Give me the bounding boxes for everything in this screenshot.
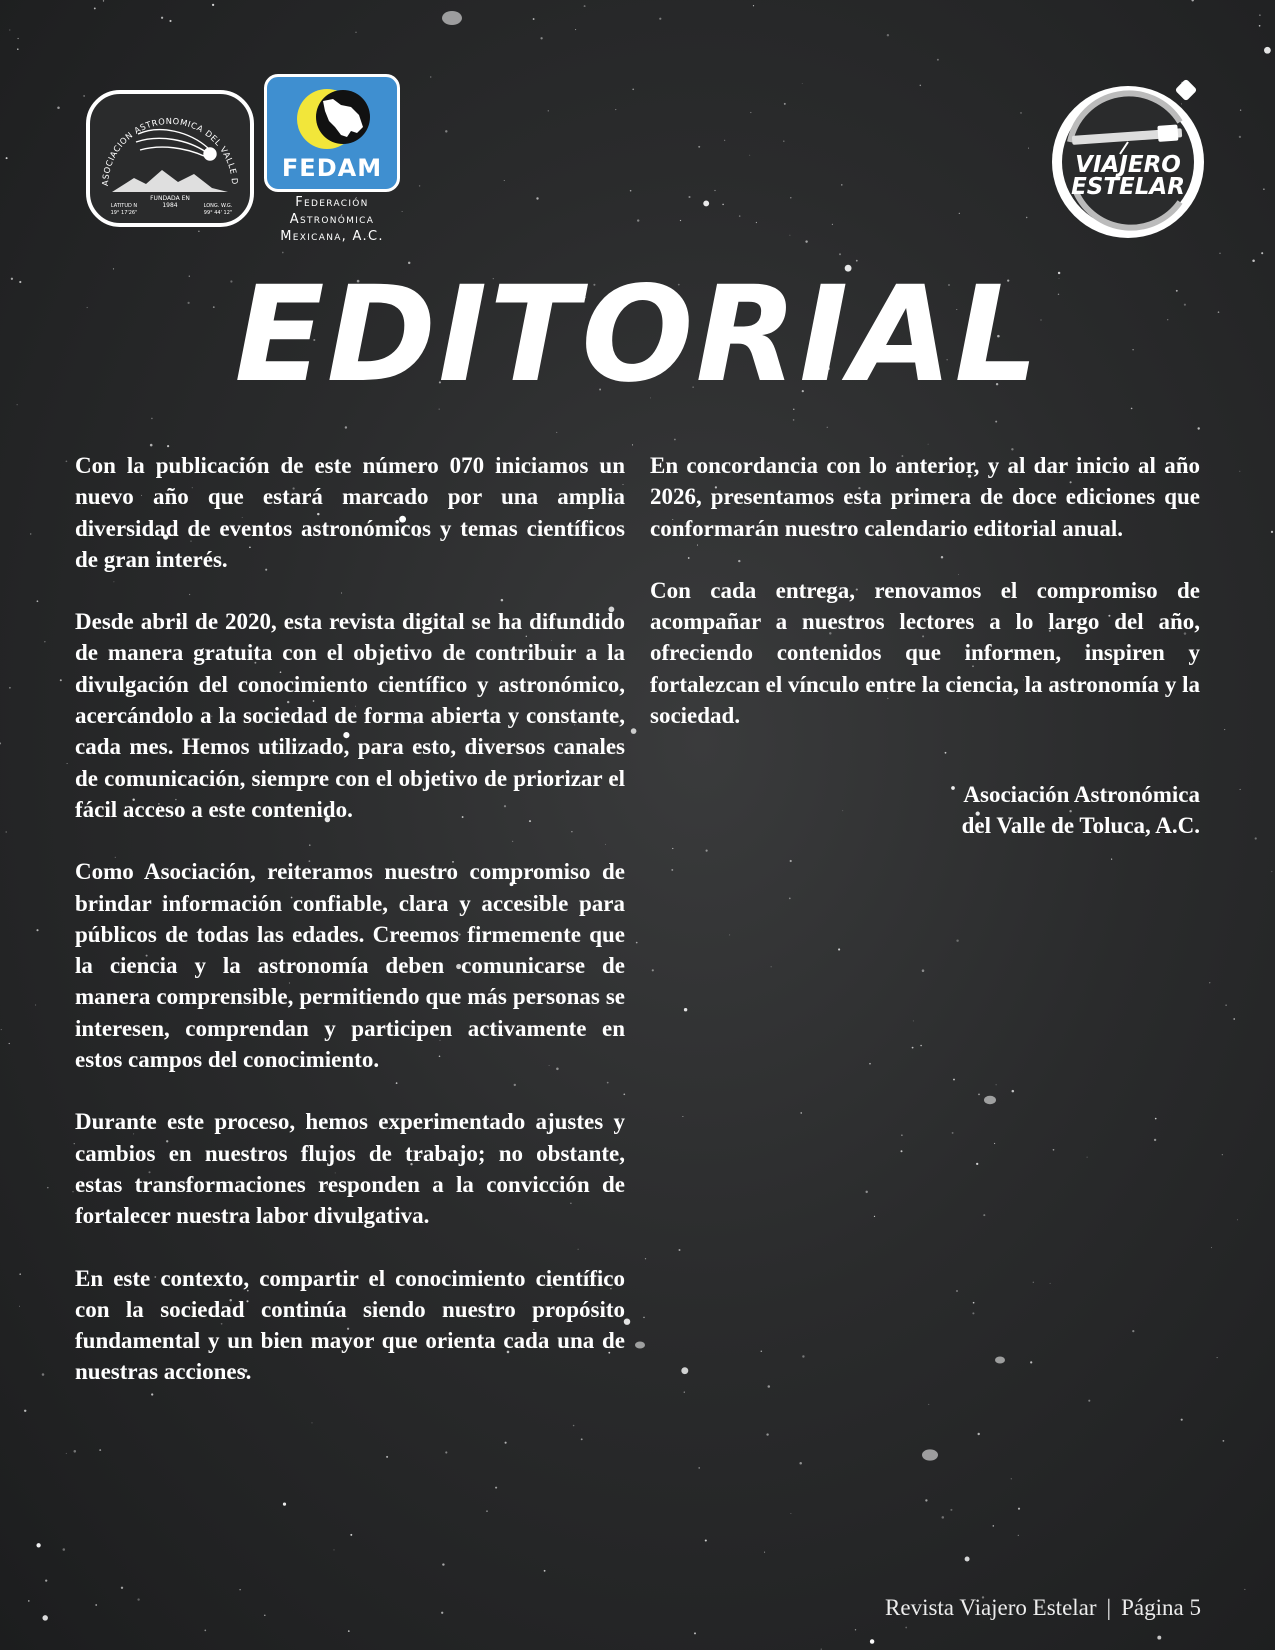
aavt-lon-value: 99° 44' 12" <box>203 210 233 216</box>
page-title: EDITORIAL <box>234 258 1041 412</box>
paragraph: Con cada entrega, renovamos el compromiso de acompañar a nuestros lectores a lo largo del año, ofreciendo contenidos que informen, inspiren y fortalezcan el vínculo entre la ciencia, la astronomía y la sociedad. <box>650 577 1200 729</box>
star <box>72 1191 73 1192</box>
star <box>1264 47 1271 54</box>
galaxy <box>995 1357 1005 1364</box>
star <box>1028 148 1029 149</box>
mountain-icon <box>112 170 228 192</box>
signature <box>650 779 1200 841</box>
star <box>766 1433 768 1435</box>
star <box>1018 1508 1020 1510</box>
star <box>6 157 8 159</box>
star <box>865 1191 867 1193</box>
star <box>536 197 538 199</box>
star <box>57 107 60 110</box>
star <box>504 180 505 181</box>
star <box>750 112 751 113</box>
aavt-lat-label: LATITUD N <box>110 203 138 209</box>
fedam-subtitle <box>264 194 400 245</box>
footer-page-number: Página 5 <box>1121 1595 1201 1620</box>
star <box>1222 1154 1223 1155</box>
star <box>688 196 690 198</box>
star <box>9 29 10 30</box>
star <box>103 0 104 1</box>
star <box>1219 253 1220 254</box>
star <box>724 140 725 141</box>
viajero-logo-line2: ESTELAR <box>1071 174 1185 200</box>
star <box>350 1534 352 1536</box>
star <box>632 88 634 90</box>
paragraph: Como Asociación, reiteramos nuestro compromiso de brindar información confiable, clara y accesible para públicos de todas las edades. Creemos firmemente que la ciencia y la astronomía deben comunicarse de manera comprensible, permitiendo que más personas se interesen, comprendan y participen activamente en estos campos del conocimiento. <box>75 859 625 1073</box>
galaxy <box>442 11 462 25</box>
star <box>790 197 791 198</box>
star <box>533 18 535 20</box>
star <box>9 687 11 689</box>
star <box>698 1467 700 1469</box>
star <box>841 184 842 185</box>
star <box>761 1351 763 1353</box>
star <box>28 1600 30 1602</box>
star <box>1181 1419 1183 1421</box>
star <box>965 1557 970 1562</box>
star <box>800 1112 801 1113</box>
star <box>584 5 586 7</box>
star <box>42 1373 45 1376</box>
star <box>83 95 84 96</box>
star <box>643 1317 645 1319</box>
fedam-badge <box>264 74 400 192</box>
star <box>312 1422 313 1423</box>
star <box>18 38 19 39</box>
fedam-subtitle-line: Mexicana, A.C. <box>280 229 384 244</box>
galaxy <box>922 1449 938 1460</box>
page-footer <box>885 1595 1201 1621</box>
viajero-logo-line1: VIAJERO <box>1075 152 1181 178</box>
star <box>928 1404 929 1405</box>
aavt-logo <box>86 90 254 227</box>
star <box>402 211 403 212</box>
star <box>66 1453 67 1454</box>
star <box>1198 427 1200 429</box>
star <box>419 185 420 186</box>
star <box>729 934 730 935</box>
star <box>1087 1157 1088 1158</box>
star <box>783 140 784 141</box>
star <box>495 1487 497 1489</box>
star <box>445 130 447 132</box>
fedam-subtitle-line: Federación <box>295 195 369 210</box>
star <box>659 18 661 20</box>
star <box>768 1385 771 1388</box>
star <box>674 439 676 441</box>
star <box>121 1587 123 1589</box>
aavt-arc-text: ASOCIACION ASTRONOMICA DEL VALLE D <box>99 115 241 187</box>
star <box>753 5 754 6</box>
paragraph: Desde abril de 2020, esta revista digital se ha difundido de manera gratuita con el objetivo de contribuir a la divulgación del conocimiento científico y astronómico, acercándolo a la sociedad de forma abierta y constante, cada mes. Hemos utilizado, para esto, diversos canales de comunicación, siempre con el objetivo de priorizar el fácil acceso a este contenido. <box>75 609 625 822</box>
star <box>805 240 807 242</box>
star <box>17 48 19 50</box>
star <box>973 1302 975 1304</box>
star <box>0 742 1 744</box>
star <box>355 32 356 33</box>
aavt-lon-label: LONG. W.G. <box>203 203 233 209</box>
star <box>995 421 997 423</box>
star <box>1255 837 1257 839</box>
star <box>42 1615 47 1620</box>
star <box>67 763 68 764</box>
star <box>937 59 939 61</box>
star <box>24 1410 26 1412</box>
star <box>1155 1118 1157 1120</box>
star <box>1209 982 1210 983</box>
left-column <box>75 450 625 1419</box>
star <box>698 146 700 148</box>
aavt-founded-label: FUNDADA EN <box>150 195 190 202</box>
star <box>739 215 740 216</box>
paragraph: Con la publicación de este número 070 iniciamos un nuevo año que estará marcado por una amplia diversidad de eventos astronómicos y temas científicos de gran interés. <box>75 453 625 572</box>
star <box>1217 1357 1218 1358</box>
star <box>913 1020 914 1021</box>
star <box>672 848 673 849</box>
star <box>1053 1149 1055 1151</box>
star <box>9 1043 10 1044</box>
paragraph: En este contexto, compartir el conocimiento científico con la sociedad continúa siendo nuestro propósito fundamental y un bien mayor que orienta cada una de nuestras acciones. <box>75 1265 625 1385</box>
star <box>637 219 639 221</box>
star <box>1259 14 1260 15</box>
star <box>1018 1535 1019 1536</box>
star <box>1240 110 1241 111</box>
star <box>1225 1005 1226 1006</box>
star <box>912 1047 914 1049</box>
star <box>1 1029 2 1030</box>
star <box>953 1079 955 1081</box>
star <box>615 109 616 110</box>
star <box>239 1589 240 1590</box>
star <box>756 222 757 223</box>
star <box>1271 871 1272 872</box>
star <box>749 155 750 156</box>
footer-publication: Revista Viajero Estelar <box>885 1595 1097 1620</box>
star <box>901 1150 903 1152</box>
star <box>36 929 38 931</box>
star <box>764 1552 765 1553</box>
star <box>1033 1282 1034 1283</box>
star <box>705 1539 707 1541</box>
star <box>994 1143 995 1144</box>
star <box>952 1132 954 1134</box>
star <box>928 444 929 445</box>
star <box>1239 136 1241 138</box>
star <box>1237 1219 1238 1220</box>
star <box>137 1598 139 1600</box>
star <box>198 231 199 232</box>
star <box>35 1004 36 1005</box>
star <box>827 427 828 428</box>
fedam-subtitle-line: Astronómica <box>289 212 375 227</box>
footer-separator: | <box>1106 1595 1112 1620</box>
fedam-logo <box>264 74 400 245</box>
star <box>956 1290 958 1292</box>
star <box>60 679 62 681</box>
star <box>544 1570 546 1572</box>
star <box>1240 789 1241 790</box>
star <box>684 1008 687 1011</box>
right-column <box>650 450 1200 841</box>
star <box>1211 1247 1212 1248</box>
star <box>950 1509 952 1511</box>
star <box>1259 25 1261 27</box>
star <box>283 1503 286 1506</box>
star <box>671 869 673 871</box>
star <box>996 1084 997 1085</box>
star <box>204 1630 206 1632</box>
star <box>722 204 724 206</box>
star <box>30 533 31 534</box>
aavt-lat-value: 19° 17'26" <box>110 210 138 216</box>
star <box>505 1442 507 1444</box>
star <box>684 1391 685 1392</box>
star <box>94 7 96 9</box>
star <box>1030 1361 1032 1363</box>
star <box>679 1249 681 1251</box>
star <box>972 1312 974 1314</box>
star <box>1111 859 1112 860</box>
star <box>1263 188 1265 190</box>
star <box>548 110 549 111</box>
star <box>793 419 795 421</box>
star <box>441 1612 443 1614</box>
star <box>978 1433 980 1435</box>
star <box>790 1513 791 1514</box>
star <box>922 969 925 972</box>
star <box>920 85 921 86</box>
star <box>978 1094 980 1096</box>
star <box>99 1449 101 1451</box>
star <box>821 1649 822 1650</box>
star <box>1011 1478 1012 1479</box>
star <box>1154 1139 1156 1141</box>
star <box>1088 1400 1090 1402</box>
paragraph: Durante este proceso, hemos experimentado ajustes y cambios en nuestros flujos de trabajo; no obstante, estas transformaciones responden a la convicción de fortalecer nuestra labor divulgativa. <box>75 1109 625 1229</box>
star <box>905 1627 907 1629</box>
star <box>167 445 169 447</box>
star <box>1239 471 1240 472</box>
star <box>430 76 431 77</box>
star <box>44 641 45 642</box>
star <box>789 235 790 236</box>
star <box>771 966 772 967</box>
star <box>870 1639 874 1643</box>
star <box>1012 1090 1015 1093</box>
star <box>959 213 960 214</box>
star <box>95 1604 97 1606</box>
galaxy <box>984 1096 996 1104</box>
star <box>333 1549 334 1550</box>
star <box>161 17 163 19</box>
star <box>790 860 792 862</box>
star <box>1026 217 1027 218</box>
star <box>1233 1018 1235 1020</box>
star <box>901 1134 902 1135</box>
star <box>348 1630 350 1632</box>
star <box>1271 531 1273 533</box>
signature-line: del Valle de Toluca, A.C. <box>961 813 1200 839</box>
star <box>652 969 654 971</box>
star <box>169 20 171 22</box>
star <box>694 1632 696 1634</box>
star <box>386 1456 388 1458</box>
star <box>680 220 681 221</box>
star <box>925 1499 927 1501</box>
star <box>976 1163 978 1165</box>
star <box>920 1045 922 1047</box>
star <box>630 190 632 192</box>
star <box>942 1516 945 1519</box>
star <box>47 1187 49 1189</box>
star <box>575 29 576 30</box>
star <box>74 1450 77 1453</box>
star <box>681 1367 688 1374</box>
star <box>645 1258 646 1259</box>
signature-line: Asociación Astronómica <box>963 782 1200 808</box>
star <box>1224 729 1225 730</box>
star <box>983 1214 985 1216</box>
star <box>540 37 542 39</box>
star <box>1157 1636 1161 1640</box>
star <box>887 34 889 36</box>
star <box>706 850 708 852</box>
star <box>150 444 153 447</box>
star <box>345 426 347 428</box>
star <box>6 831 7 832</box>
star <box>714 190 715 191</box>
fedam-name: FEDAM <box>281 154 383 182</box>
star <box>442 1563 444 1565</box>
star <box>445 1451 447 1453</box>
star <box>573 1425 575 1427</box>
star <box>264 1615 265 1616</box>
star <box>1191 0 1193 2</box>
star <box>874 1216 875 1217</box>
star <box>789 898 791 900</box>
star <box>682 1116 683 1117</box>
star <box>556 432 557 433</box>
paragraph: En concordancia con lo anterior, y al dar inicio al año 2026, presentamos esta primera de doce ediciones que conformarán nuestro calendario editorial anual. <box>650 453 1200 541</box>
star <box>63 1548 66 1551</box>
star <box>869 1063 871 1065</box>
star <box>45 1579 47 1581</box>
star <box>581 1438 583 1440</box>
star <box>37 600 39 602</box>
star <box>799 1462 802 1465</box>
star <box>1261 252 1263 254</box>
star <box>838 948 840 950</box>
aavt-founded-year: 1984 <box>162 202 178 209</box>
star <box>993 1525 995 1527</box>
star <box>282 252 284 254</box>
star <box>832 224 833 225</box>
star <box>802 83 803 84</box>
star <box>632 444 633 445</box>
star <box>703 200 709 206</box>
star <box>636 942 638 944</box>
star <box>486 1510 487 1511</box>
star <box>855 1629 856 1630</box>
star <box>19 1306 20 1307</box>
star <box>631 728 637 734</box>
star <box>1244 1589 1245 1590</box>
galaxy <box>635 1342 645 1349</box>
star <box>1050 1283 1051 1284</box>
star <box>36 1543 40 1547</box>
star <box>956 939 958 941</box>
star <box>212 4 214 6</box>
star <box>1132 1330 1134 1332</box>
star <box>1020 112 1022 114</box>
star <box>784 103 786 105</box>
star <box>66 460 68 462</box>
star <box>151 418 153 420</box>
star <box>1223 1440 1225 1442</box>
star <box>19 1273 21 1275</box>
viajero-estelar-logo <box>1040 72 1220 252</box>
star <box>802 1355 804 1357</box>
